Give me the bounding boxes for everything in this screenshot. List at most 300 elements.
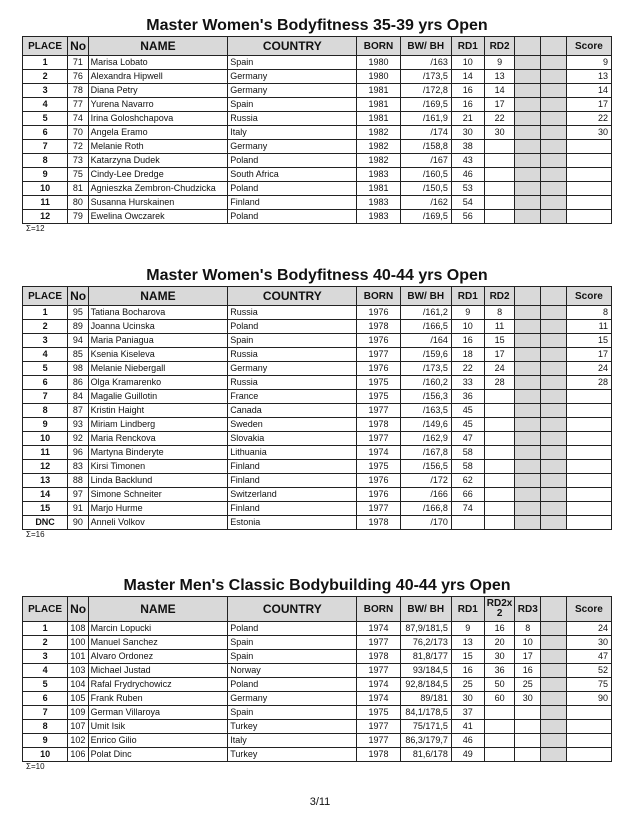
cell-bw-bh: /173,5 — [400, 70, 451, 84]
cell-place: 4 — [23, 348, 68, 362]
cell-blank-a — [515, 390, 541, 404]
header-row — [23, 287, 612, 306]
cell-rd1: 10 — [451, 320, 484, 334]
cell-score — [566, 210, 611, 224]
cell-rd3: 10 — [515, 636, 541, 650]
cell-name: Melanie Roth — [88, 140, 228, 154]
column-header-born: BORN — [357, 37, 400, 56]
cell-rd2: 16 — [484, 622, 515, 636]
cell-name: Ksenia Kiseleva — [88, 348, 228, 362]
cell-score — [566, 446, 611, 460]
cell-blank-a — [515, 126, 541, 140]
cell-place: 3 — [23, 650, 68, 664]
cell-bw-bh: 93/184,5 — [400, 664, 451, 678]
cell-bw-bh: /166,5 — [400, 320, 451, 334]
cell-name: Enrico Gilio — [88, 734, 228, 748]
table-row — [23, 664, 612, 678]
cell-born: 1975 — [357, 706, 400, 720]
cell-born: 1982 — [357, 154, 400, 168]
cell-born: 1975 — [357, 376, 400, 390]
cell-score — [566, 182, 611, 196]
cell-born: 1983 — [357, 210, 400, 224]
cell-rd2: 9 — [484, 56, 515, 70]
cell-place: 3 — [23, 84, 68, 98]
cell-blank-a — [515, 84, 541, 98]
cell-score — [566, 196, 611, 210]
cell-name: Marjo Hurme — [88, 502, 228, 516]
cell-blank-b — [541, 210, 567, 224]
cell-number: 83 — [68, 460, 89, 474]
cell-rd1: 22 — [451, 362, 484, 376]
cell-number: 104 — [68, 678, 89, 692]
cell-country: Poland — [228, 678, 357, 692]
cell-born: 1981 — [357, 84, 400, 98]
cell-born: 1983 — [357, 168, 400, 182]
cell-bw-bh: /172 — [400, 474, 451, 488]
cell-score: 30 — [566, 636, 611, 650]
cell-name: Manuel Sanchez — [88, 636, 228, 650]
cell-bw-bh: /160,2 — [400, 376, 451, 390]
cell-name: Katarzyna Dudek — [88, 154, 228, 168]
cell-place: 5 — [23, 678, 68, 692]
cell-rd1 — [451, 516, 484, 530]
cell-blank-a — [515, 56, 541, 70]
cell-country: Poland — [228, 622, 357, 636]
cell-rd2 — [484, 432, 515, 446]
cell-born: 1978 — [357, 516, 400, 530]
cell-number: 108 — [68, 622, 89, 636]
cell-bw-bh: /162,9 — [400, 432, 451, 446]
cell-blank — [541, 692, 567, 706]
cell-rd1: 37 — [451, 706, 484, 720]
cell-blank-b — [541, 376, 567, 390]
cell-country: Germany — [228, 692, 357, 706]
cell-blank — [541, 664, 567, 678]
cell-blank — [541, 678, 567, 692]
cell-score: 22 — [566, 112, 611, 126]
cell-place: 9 — [23, 734, 68, 748]
cell-country: Russia — [228, 348, 357, 362]
cell-rd3: 30 — [515, 692, 541, 706]
cell-country: Italy — [228, 126, 357, 140]
cell-place: 7 — [23, 706, 68, 720]
cell-blank-a — [515, 98, 541, 112]
table-row — [23, 720, 612, 734]
cell-place: 8 — [23, 404, 68, 418]
cell-rd2: 14 — [484, 84, 515, 98]
cell-rd2 — [484, 488, 515, 502]
table-row — [23, 112, 612, 126]
cell-born: 1977 — [357, 502, 400, 516]
cell-blank — [541, 636, 567, 650]
cell-country: Switzerland — [228, 488, 357, 502]
column-header-place: PLACE — [23, 287, 68, 306]
cell-rd1: 30 — [451, 692, 484, 706]
table-row — [23, 446, 612, 460]
cell-blank-a — [515, 376, 541, 390]
cell-number: 81 — [68, 182, 89, 196]
cell-rd2 — [484, 460, 515, 474]
cell-rd1: 45 — [451, 404, 484, 418]
cell-score: 9 — [566, 56, 611, 70]
cell-rd1: 21 — [451, 112, 484, 126]
cell-bw-bh: /159,6 — [400, 348, 451, 362]
cell-name: Irina Goloshchapova — [88, 112, 228, 126]
cell-rd1: 15 — [451, 650, 484, 664]
cell-score: 17 — [566, 348, 611, 362]
cell-rd1: 9 — [451, 306, 484, 320]
cell-bw-bh: /163,5 — [400, 404, 451, 418]
results-table — [22, 596, 612, 762]
cell-name: Ewelina Owczarek — [88, 210, 228, 224]
table-row — [23, 196, 612, 210]
cell-rd2: 30 — [484, 126, 515, 140]
cell-place: 13 — [23, 474, 68, 488]
cell-bw-bh: /161,2 — [400, 306, 451, 320]
cell-number: 80 — [68, 196, 89, 210]
cell-rd2: 60 — [484, 692, 515, 706]
cell-blank-a — [515, 306, 541, 320]
cell-bw-bh: /166,8 — [400, 502, 451, 516]
cell-blank — [541, 720, 567, 734]
column-header-blank-a — [515, 287, 541, 306]
cell-score: 14 — [566, 84, 611, 98]
cell-place: 6 — [23, 692, 68, 706]
cell-born: 1974 — [357, 692, 400, 706]
cell-born: 1978 — [357, 418, 400, 432]
cell-blank-a — [515, 168, 541, 182]
cell-rd2: 15 — [484, 334, 515, 348]
cell-blank-b — [541, 182, 567, 196]
cell-rd2 — [484, 390, 515, 404]
cell-rd1: 66 — [451, 488, 484, 502]
cell-country: Russia — [228, 306, 357, 320]
column-header-score: Score — [566, 597, 611, 622]
cell-blank-b — [541, 70, 567, 84]
cell-born: 1977 — [357, 636, 400, 650]
cell-rd3: 17 — [515, 650, 541, 664]
cell-born: 1976 — [357, 474, 400, 488]
cell-name: Olga Kramarenko — [88, 376, 228, 390]
column-header-rd2: RD2 — [484, 287, 515, 306]
cell-number: 93 — [68, 418, 89, 432]
cell-rd3: 8 — [515, 622, 541, 636]
cell-blank-b — [541, 306, 567, 320]
cell-country: Slovakia — [228, 432, 357, 446]
cell-place: 12 — [23, 460, 68, 474]
cell-score — [566, 168, 611, 182]
cell-blank-a — [515, 210, 541, 224]
column-header-number: No — [68, 37, 89, 56]
cell-born: 1977 — [357, 664, 400, 678]
table-row — [23, 98, 612, 112]
cell-number: 71 — [68, 56, 89, 70]
column-header-bw-bh: BW/ BH — [400, 597, 451, 622]
cell-rd1: 18 — [451, 348, 484, 362]
table-row — [23, 748, 612, 762]
column-header-blank-b — [541, 287, 567, 306]
cell-country: Estonia — [228, 516, 357, 530]
cell-score: 24 — [566, 362, 611, 376]
cell-rd2 — [484, 140, 515, 154]
cell-score — [566, 154, 611, 168]
cell-number: 94 — [68, 334, 89, 348]
table-row — [23, 306, 612, 320]
cell-country: Sweden — [228, 418, 357, 432]
cell-rd1: 54 — [451, 196, 484, 210]
column-header-name: NAME — [88, 597, 228, 622]
cell-country: Spain — [228, 636, 357, 650]
cell-blank-b — [541, 474, 567, 488]
cell-number: 109 — [68, 706, 89, 720]
cell-rd3: 16 — [515, 664, 541, 678]
cell-place: 12 — [23, 210, 68, 224]
cell-born: 1980 — [357, 70, 400, 84]
cell-rd2 — [484, 404, 515, 418]
cell-place: 10 — [23, 748, 68, 762]
cell-blank — [541, 650, 567, 664]
cell-bw-bh: 89/181 — [400, 692, 451, 706]
cell-number: 96 — [68, 446, 89, 460]
cell-name: Kirsi Timonen — [88, 460, 228, 474]
cell-blank-a — [515, 488, 541, 502]
participant-count: Σ=16 — [26, 530, 45, 539]
cell-blank — [541, 622, 567, 636]
cell-place: 7 — [23, 390, 68, 404]
table-row — [23, 404, 612, 418]
cell-name: Linda Backlund — [88, 474, 228, 488]
cell-number: 88 — [68, 474, 89, 488]
cell-bw-bh: 81,6/178 — [400, 748, 451, 762]
cell-born: 1977 — [357, 404, 400, 418]
table-row — [23, 460, 612, 474]
cell-rd2: 8 — [484, 306, 515, 320]
cell-number: 97 — [68, 488, 89, 502]
cell-born: 1974 — [357, 678, 400, 692]
table-row — [23, 432, 612, 446]
cell-name: Susanna Hurskainen — [88, 196, 228, 210]
table-row — [23, 376, 612, 390]
cell-blank-b — [541, 488, 567, 502]
cell-place: 10 — [23, 432, 68, 446]
cell-score: 8 — [566, 306, 611, 320]
cell-blank-a — [515, 418, 541, 432]
cell-blank-a — [515, 502, 541, 516]
column-header-place: PLACE — [23, 37, 68, 56]
cell-bw-bh: /156,3 — [400, 390, 451, 404]
cell-place: 9 — [23, 418, 68, 432]
cell-country: Poland — [228, 182, 357, 196]
cell-score — [566, 748, 611, 762]
cell-score — [566, 140, 611, 154]
cell-bw-bh: /162 — [400, 196, 451, 210]
header-row — [23, 597, 612, 622]
cell-name: Angela Eramo — [88, 126, 228, 140]
cell-born: 1974 — [357, 446, 400, 460]
cell-score — [566, 720, 611, 734]
cell-rd1: 58 — [451, 446, 484, 460]
cell-bw-bh: /150,5 — [400, 182, 451, 196]
cell-rd2 — [484, 516, 515, 530]
table-row — [23, 734, 612, 748]
cell-rd1: 74 — [451, 502, 484, 516]
cell-blank-a — [515, 404, 541, 418]
cell-bw-bh: /173,5 — [400, 362, 451, 376]
cell-place: 11 — [23, 196, 68, 210]
cell-score — [566, 502, 611, 516]
cell-number: 78 — [68, 84, 89, 98]
cell-score: 52 — [566, 664, 611, 678]
cell-place: 14 — [23, 488, 68, 502]
cell-name: Simone Schneiter — [88, 488, 228, 502]
cell-rd1: 41 — [451, 720, 484, 734]
cell-rd2: 36 — [484, 664, 515, 678]
cell-place: 2 — [23, 320, 68, 334]
section-title: Master Men's Classic Bodybuilding 40-44 yrs Open — [123, 577, 511, 594]
column-header-number: No — [68, 287, 89, 306]
cell-bw-bh: 76,2/173 — [400, 636, 451, 650]
cell-number: 95 — [68, 306, 89, 320]
cell-bw-bh: /169,5 — [400, 98, 451, 112]
cell-bw-bh: 92,8/184,5 — [400, 678, 451, 692]
cell-place: 10 — [23, 182, 68, 196]
cell-score: 24 — [566, 622, 611, 636]
cell-country: Poland — [228, 210, 357, 224]
cell-rd2: 50 — [484, 678, 515, 692]
cell-rd3: 25 — [515, 678, 541, 692]
cell-rd2 — [484, 182, 515, 196]
cell-country: Poland — [228, 154, 357, 168]
cell-place: 8 — [23, 720, 68, 734]
cell-bw-bh: /156,5 — [400, 460, 451, 474]
table-row — [23, 636, 612, 650]
cell-rd2: 17 — [484, 98, 515, 112]
cell-blank-a — [515, 446, 541, 460]
cell-rd1: 13 — [451, 636, 484, 650]
section-title: Master Women's Bodyfitness 35-39 yrs Open — [146, 17, 488, 34]
cell-born: 1982 — [357, 126, 400, 140]
cell-born: 1975 — [357, 460, 400, 474]
cell-rd2: 22 — [484, 112, 515, 126]
cell-country: Spain — [228, 56, 357, 70]
results-section-women-40-44 — [22, 266, 612, 540]
cell-rd2: 24 — [484, 362, 515, 376]
cell-blank-b — [541, 168, 567, 182]
section-title: Master Women's Bodyfitness 40-44 yrs Open — [146, 267, 488, 284]
cell-rd1: 38 — [451, 140, 484, 154]
table-row — [23, 182, 612, 196]
cell-bw-bh: /167 — [400, 154, 451, 168]
cell-born: 1982 — [357, 140, 400, 154]
cell-name: Joanna Ucinska — [88, 320, 228, 334]
cell-number: 90 — [68, 516, 89, 530]
cell-blank-b — [541, 320, 567, 334]
cell-rd2 — [484, 748, 515, 762]
cell-name: Tatiana Bocharova — [88, 306, 228, 320]
cell-rd2 — [484, 154, 515, 168]
cell-blank-a — [515, 140, 541, 154]
table-row — [23, 502, 612, 516]
cell-rd1: 33 — [451, 376, 484, 390]
cell-blank-b — [541, 126, 567, 140]
cell-name: Agnieszka Zembron-Chudzicka — [88, 182, 228, 196]
cell-blank-a — [515, 334, 541, 348]
cell-country: Spain — [228, 98, 357, 112]
cell-born: 1978 — [357, 320, 400, 334]
table-row — [23, 154, 612, 168]
table-row — [23, 70, 612, 84]
column-header-score: Score — [566, 37, 611, 56]
cell-number: 76 — [68, 70, 89, 84]
table-row — [23, 140, 612, 154]
cell-born: 1976 — [357, 362, 400, 376]
cell-born: 1977 — [357, 432, 400, 446]
cell-rd1: 16 — [451, 334, 484, 348]
cell-rd2: 28 — [484, 376, 515, 390]
cell-place: 9 — [23, 168, 68, 182]
cell-score — [566, 404, 611, 418]
cell-bw-bh: /169,5 — [400, 210, 451, 224]
column-header-name: NAME — [88, 287, 228, 306]
cell-score: 90 — [566, 692, 611, 706]
cell-place: 5 — [23, 112, 68, 126]
cell-name: Alexandra Hipwell — [88, 70, 228, 84]
column-header-name: NAME — [88, 37, 228, 56]
cell-rd2: 30 — [484, 650, 515, 664]
cell-number: 89 — [68, 320, 89, 334]
cell-blank-b — [541, 140, 567, 154]
cell-score: 47 — [566, 650, 611, 664]
cell-rd1: 30 — [451, 126, 484, 140]
cell-country: Germany — [228, 70, 357, 84]
cell-born: 1976 — [357, 334, 400, 348]
cell-born: 1981 — [357, 98, 400, 112]
cell-country: Turkey — [228, 720, 357, 734]
cell-place: 4 — [23, 664, 68, 678]
cell-name: Frank Ruben — [88, 692, 228, 706]
cell-rd2 — [484, 474, 515, 488]
cell-bw-bh: 84,1/178,5 — [400, 706, 451, 720]
cell-blank-a — [515, 348, 541, 362]
cell-rd1: 36 — [451, 390, 484, 404]
table-row — [23, 320, 612, 334]
cell-place: 8 — [23, 154, 68, 168]
cell-country: Finland — [228, 460, 357, 474]
cell-rd3 — [515, 720, 541, 734]
cell-country: Spain — [228, 706, 357, 720]
cell-blank-b — [541, 418, 567, 432]
cell-number: 86 — [68, 376, 89, 390]
cell-bw-bh: /160,5 — [400, 168, 451, 182]
cell-blank-b — [541, 154, 567, 168]
cell-number: 101 — [68, 650, 89, 664]
table-row — [23, 126, 612, 140]
cell-blank-b — [541, 84, 567, 98]
cell-rd1: 9 — [451, 622, 484, 636]
cell-blank-a — [515, 460, 541, 474]
column-header-blank-a: RD3 — [515, 597, 541, 622]
cell-rd1: 56 — [451, 210, 484, 224]
table-row — [23, 56, 612, 70]
cell-rd1: 62 — [451, 474, 484, 488]
cell-country: Finland — [228, 474, 357, 488]
cell-rd2 — [484, 168, 515, 182]
cell-country: Poland — [228, 320, 357, 334]
table-row — [23, 692, 612, 706]
cell-score: 75 — [566, 678, 611, 692]
cell-name: Alvaro Ordonez — [88, 650, 228, 664]
cell-number: 107 — [68, 720, 89, 734]
